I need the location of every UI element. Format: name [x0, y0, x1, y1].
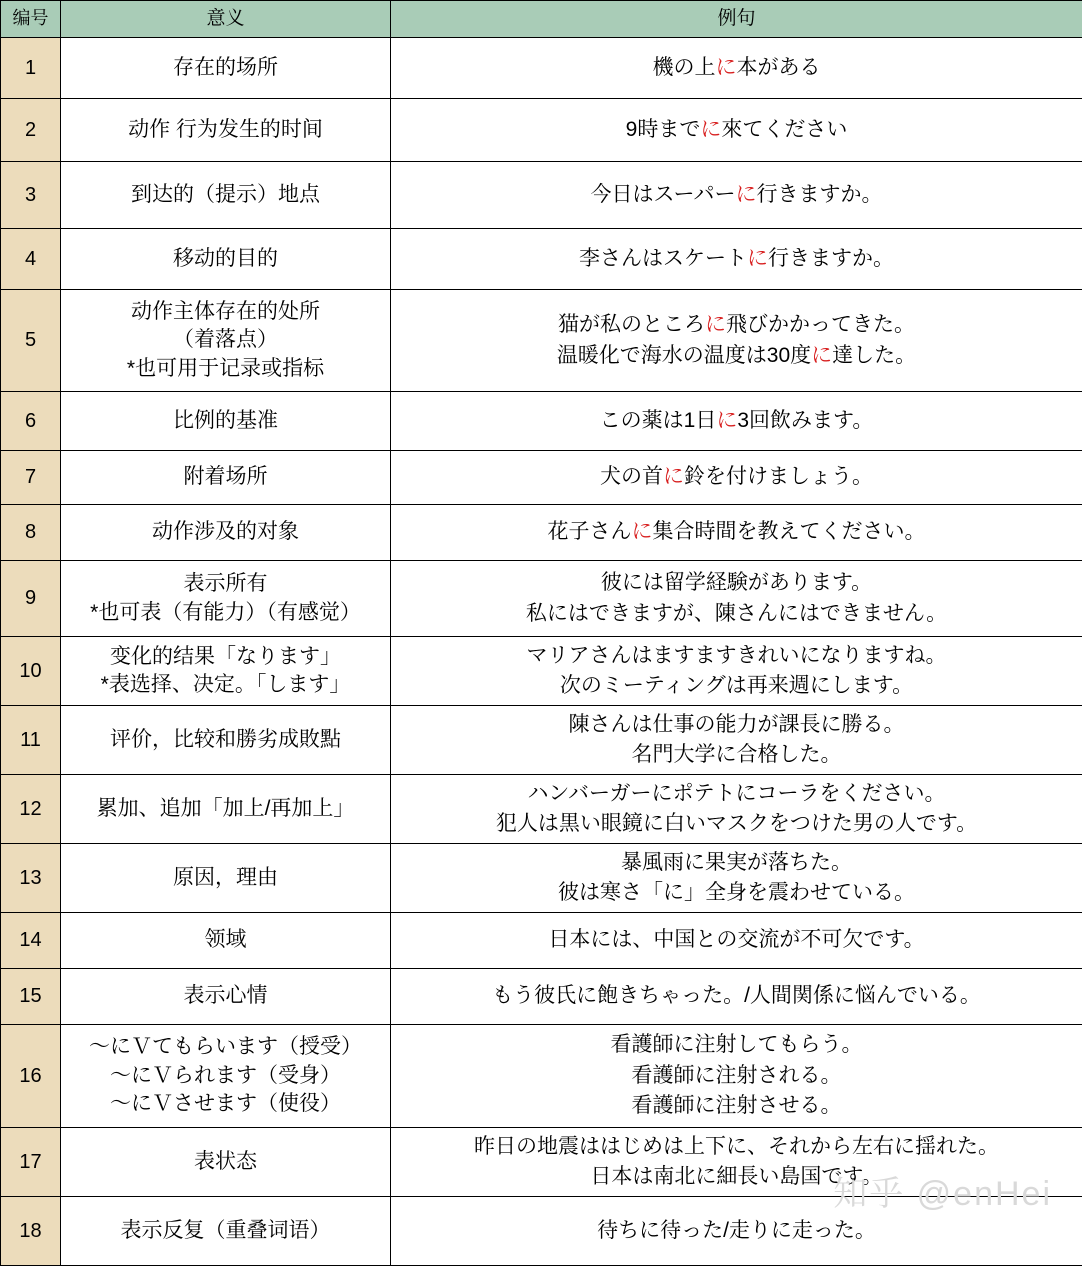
table-row [1, 290, 1082, 392]
meaning-cell [61, 162, 391, 229]
meaning-cell [61, 913, 391, 969]
table-row [1, 505, 1082, 561]
example-text: 看護師に注射させる。 [632, 1094, 842, 1117]
example-text: 猫が私のところ [558, 313, 705, 336]
example-line [391, 848, 1082, 878]
meaning-line: 表状态 [61, 1148, 390, 1176]
meaning-line: 附着场所 [61, 463, 390, 491]
table-body [1, 38, 1082, 1266]
example-text: 機の上 [653, 56, 716, 79]
watermark: 知乎 @enHei [833, 1166, 1052, 1215]
example-line [391, 180, 1082, 210]
meaning-line: ～にＶられます（受身） [61, 1062, 390, 1090]
highlighted-particle: に [632, 520, 653, 543]
meaning-line: 领域 [61, 926, 390, 954]
example-text: 犯人は黒い眼鏡に白いマスクをつけた男の人です。 [496, 812, 977, 835]
table-row [1, 913, 1082, 969]
example-line [391, 779, 1082, 809]
meaning-line: ～にＶさせます（使役） [61, 1090, 390, 1118]
table-row [1, 844, 1082, 913]
table-row [1, 637, 1082, 706]
column-header-example: 例句 [391, 1, 1082, 38]
meaning-cell [61, 505, 391, 561]
row-number-cell: 7 [1, 451, 61, 505]
example-cell [391, 969, 1082, 1025]
meaning-line: 原因，理由 [61, 864, 390, 892]
meaning-cell [61, 229, 391, 290]
row-number-cell: 13 [1, 844, 61, 913]
example-line [391, 1091, 1082, 1121]
table-row [1, 1025, 1082, 1128]
meaning-cell [61, 392, 391, 451]
table-row [1, 38, 1082, 99]
example-text: 陳さんは仕事の能力が課長に勝る。 [569, 713, 905, 736]
row-number-cell: 6 [1, 392, 61, 451]
row-number-cell: 9 [1, 561, 61, 637]
meaning-line: 表示反复（重叠词语） [61, 1217, 390, 1245]
example-text: 來てください [721, 118, 847, 141]
meaning-line: *表选择、决定。「します」 [61, 671, 390, 699]
example-line [391, 1132, 1082, 1162]
row-number-cell: 2 [1, 99, 61, 162]
example-text: 行きますか。 [756, 183, 882, 206]
example-cell [391, 505, 1082, 561]
example-text: 次のミーティングは再来週にします。 [560, 674, 913, 697]
example-text: 温暖化で海水の温度は30度 [557, 344, 811, 367]
meaning-cell [61, 38, 391, 99]
table-row [1, 99, 1082, 162]
row-number-cell: 16 [1, 1025, 61, 1128]
highlighted-particle: に [705, 313, 726, 336]
meaning-line: 评价，比较和勝劣成敗點 [61, 726, 390, 754]
example-text: 名門大学に合格した。 [632, 743, 842, 766]
example-line [391, 599, 1082, 629]
meaning-line: ～にＶてもらいます（授受） [61, 1033, 390, 1061]
meaning-line: 变化的结果「なります」 [61, 643, 390, 671]
meaning-cell [61, 451, 391, 505]
example-cell [391, 38, 1082, 99]
highlighted-particle: に [663, 465, 684, 488]
example-line [391, 568, 1082, 598]
example-line [391, 925, 1082, 955]
example-line [391, 878, 1082, 908]
table-row [1, 162, 1082, 229]
example-line [391, 1061, 1082, 1091]
example-cell [391, 1128, 1082, 1197]
meaning-line: 到达的（提示）地点 [61, 181, 390, 209]
highlighted-particle: に [747, 247, 768, 270]
example-line [391, 671, 1082, 701]
example-text: 今日はスーパー [591, 183, 736, 206]
example-line [391, 641, 1082, 671]
meaning-cell [61, 99, 391, 162]
example-text: この薬は1日 [600, 409, 717, 432]
example-line [391, 740, 1082, 770]
example-text: ハンバーガーにポテトにコーラをください。 [527, 782, 945, 805]
table-row [1, 706, 1082, 775]
meaning-cell [61, 290, 391, 392]
meaning-line: 存在的场所 [61, 54, 390, 82]
example-text: 彼は寒さ「に」全身を震わせている。 [558, 881, 915, 904]
example-line [391, 517, 1082, 547]
meaning-line: *也可表（有能力）（有感觉） [61, 599, 390, 627]
meaning-line: 动作涉及的对象 [61, 518, 390, 546]
example-line [391, 244, 1082, 274]
meaning-cell [61, 969, 391, 1025]
meaning-line: 动作主体存在的处所 [61, 298, 390, 326]
example-text: もう彼氏に飽きちゃった。/人間関係に悩んでいる。 [492, 984, 981, 1007]
meaning-line: 移动的目的 [61, 245, 390, 273]
example-text: 日本は南北に細長い島国です。 [590, 1165, 882, 1188]
example-line [391, 1030, 1082, 1060]
example-line [391, 115, 1082, 145]
row-number-cell: 3 [1, 162, 61, 229]
example-cell [391, 99, 1082, 162]
meaning-cell [61, 561, 391, 637]
highlighted-particle: に [811, 344, 832, 367]
highlighted-particle: に [700, 118, 721, 141]
meaning-line: *也可用于记录或指标 [61, 355, 390, 383]
example-cell [391, 844, 1082, 913]
meaning-line: 表示所有 [61, 570, 390, 598]
example-text: 日本には、中国との交流が不可欠です。 [548, 928, 924, 951]
meaning-cell [61, 706, 391, 775]
example-text: 看護師に注射してもらう。 [611, 1033, 863, 1056]
example-line [391, 710, 1082, 740]
example-cell [391, 1025, 1082, 1128]
example-text: 看護師に注射される。 [632, 1064, 842, 1087]
example-line [391, 310, 1082, 340]
row-number-cell: 5 [1, 290, 61, 392]
example-cell [391, 706, 1082, 775]
table-header [1, 1, 1082, 38]
example-line [391, 341, 1082, 371]
highlighted-particle: に [716, 56, 737, 79]
row-number-cell: 15 [1, 969, 61, 1025]
example-cell [391, 392, 1082, 451]
example-line [391, 1162, 1082, 1192]
highlighted-particle: に [735, 183, 756, 206]
meaning-line: 动作 行为发生的时间 [61, 116, 390, 144]
example-line [391, 981, 1082, 1011]
table-row [1, 1197, 1082, 1266]
example-text: 犬の首 [600, 465, 663, 488]
example-line [391, 406, 1082, 436]
example-cell [391, 451, 1082, 505]
example-text: 花子さん [548, 520, 632, 543]
example-line [391, 462, 1082, 492]
example-cell [391, 775, 1082, 844]
example-cell [391, 913, 1082, 969]
example-text: 9時まで [626, 118, 701, 141]
meaning-line: 累加、追加「加上/再加上」 [61, 795, 390, 823]
example-text: 彼には留学経験があります。 [601, 571, 872, 594]
example-text: 3回飲みます。 [737, 409, 873, 432]
table-row [1, 561, 1082, 637]
header-row [1, 1, 1082, 38]
highlighted-particle: に [716, 409, 737, 432]
meaning-cell [61, 637, 391, 706]
example-cell [391, 1197, 1082, 1266]
example-text: 私にはできますが、陳さんにはできません。 [526, 602, 947, 625]
meaning-cell [61, 1025, 391, 1128]
table-row [1, 1128, 1082, 1197]
row-number-cell: 8 [1, 505, 61, 561]
example-line [391, 1216, 1082, 1246]
table-row [1, 451, 1082, 505]
example-text: 李さんはスケート [579, 247, 747, 270]
example-cell [391, 229, 1082, 290]
meaning-line: 比例的基准 [61, 407, 390, 435]
example-text: 昨日の地震ははじめは上下に、それから左右に揺れた。 [474, 1135, 999, 1158]
example-text: 飛びかかってきた。 [726, 313, 915, 336]
example-text: 本がある [737, 56, 821, 79]
example-line [391, 53, 1082, 83]
example-cell [391, 637, 1082, 706]
example-text: 暴風雨に果実が落ちた。 [621, 851, 852, 874]
column-header-meaning: 意义 [61, 1, 391, 38]
row-number-cell: 12 [1, 775, 61, 844]
table-row [1, 229, 1082, 290]
column-header-number: 编号 [1, 1, 61, 38]
meaning-cell [61, 844, 391, 913]
meaning-cell [61, 1197, 391, 1266]
example-text: マリアさんはますますきれいになりますね。 [527, 644, 947, 667]
example-text: 鈴を付けましょう。 [684, 465, 873, 488]
table-row [1, 969, 1082, 1025]
meaning-line: 表示心情 [61, 982, 390, 1010]
row-number-cell: 18 [1, 1197, 61, 1266]
example-line [391, 809, 1082, 839]
row-number-cell: 17 [1, 1128, 61, 1197]
example-cell [391, 561, 1082, 637]
meaning-cell [61, 775, 391, 844]
example-cell [391, 162, 1082, 229]
example-text: 集合時間を教えてください。 [653, 520, 926, 543]
example-text: 待ちに待った/走りに走った。 [597, 1219, 876, 1242]
row-number-cell: 1 [1, 38, 61, 99]
table-row [1, 775, 1082, 844]
row-number-cell: 10 [1, 637, 61, 706]
example-text: 達した。 [832, 344, 916, 367]
row-number-cell: 14 [1, 913, 61, 969]
example-text: 行きますか。 [768, 247, 894, 270]
table-row [1, 392, 1082, 451]
example-cell [391, 290, 1082, 392]
meaning-line: （着落点） [61, 326, 390, 354]
row-number-cell: 4 [1, 229, 61, 290]
meaning-cell [61, 1128, 391, 1197]
row-number-cell: 11 [1, 706, 61, 775]
